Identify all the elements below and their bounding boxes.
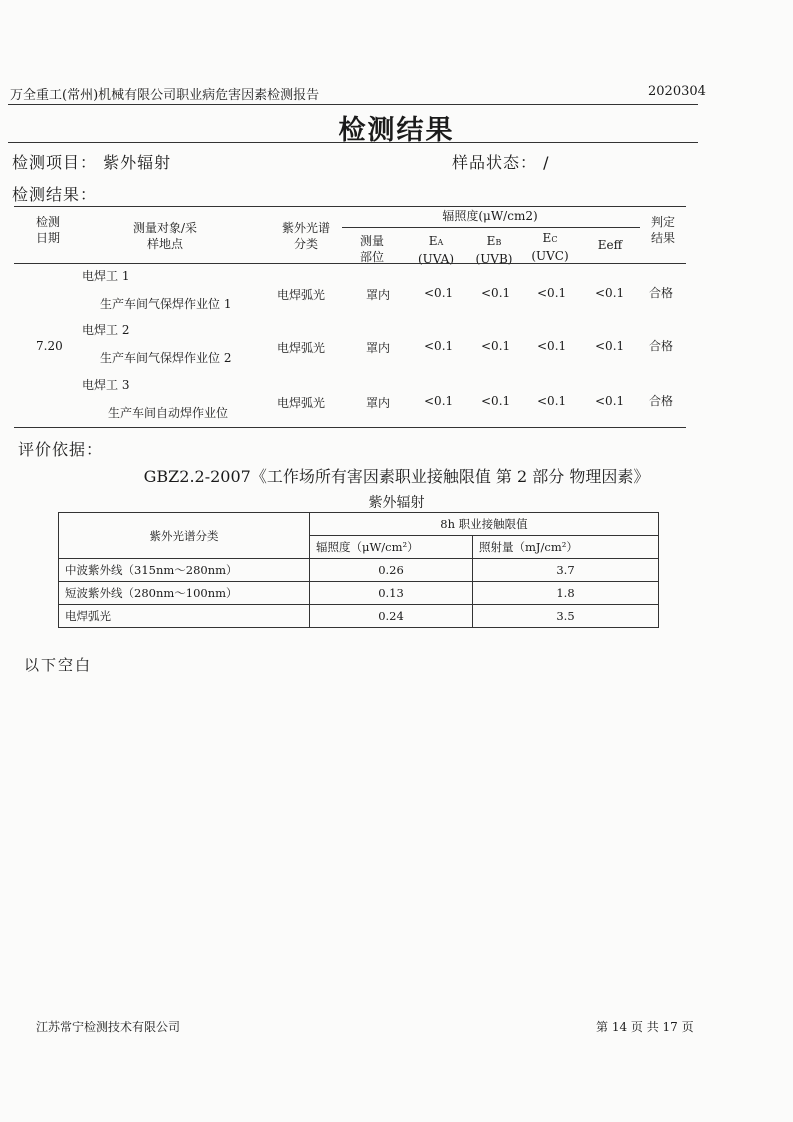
- footer-page-info: 第 14 页 共 17 页: [596, 1020, 694, 1034]
- worker-name: 电焊工 2: [82, 323, 130, 337]
- report-number: 2020304: [648, 84, 706, 99]
- results-label: 检测结果：: [12, 185, 98, 204]
- limits-irradiance: 0.26: [310, 559, 473, 582]
- ec-value: <0.1: [537, 394, 567, 408]
- eeff-value: <0.1: [595, 394, 625, 408]
- limits-exposure: 3.7: [473, 559, 659, 582]
- limits-col-exposure: 照射量（mJ/cm²）: [473, 536, 659, 559]
- spectrum-type: 电焊弧光: [277, 288, 326, 302]
- page-title: 检测结果: [338, 115, 455, 146]
- judgement: 合格: [649, 339, 674, 353]
- footer-company: 江苏常宁检测技术有限公司: [36, 1020, 181, 1034]
- results-top-rule: [14, 206, 686, 207]
- state-value: /: [543, 153, 550, 172]
- project-line: [12, 150, 171, 173]
- limits-col-spectrum: 紫外光谱分类: [59, 513, 310, 559]
- work-location: 生产车间气保焊作业位 2: [100, 351, 232, 365]
- sample-state-line: [452, 150, 550, 173]
- eb-value: <0.1: [481, 286, 511, 300]
- col-eb: EB (UVB): [475, 234, 513, 266]
- header-rule: [8, 104, 698, 105]
- test-date: 7.20: [36, 339, 63, 353]
- worker-name: 电焊工 3: [82, 378, 130, 392]
- col-judge: 判定 结果: [650, 215, 675, 245]
- table-row: [59, 582, 659, 605]
- eb-value: <0.1: [481, 339, 511, 353]
- measure-position: 罩内: [366, 288, 391, 302]
- eb-value: <0.1: [481, 394, 511, 408]
- spectrum-type: 电焊弧光: [277, 341, 326, 355]
- work-location: 生产车间气保焊作业位 1: [100, 297, 232, 311]
- title-rule: [8, 142, 698, 143]
- limits-spectrum-name: 中波紫外线（315nm～280nm）: [59, 559, 310, 582]
- work-location: 生产车间自动焊作业位: [108, 406, 229, 420]
- limits-col-irradiance: 辐照度（μW/cm²）: [310, 536, 473, 559]
- table-row: [59, 605, 659, 628]
- limits-spectrum-name: 短波紫外线（280nm～100nm）: [59, 582, 310, 605]
- limits-table: [58, 512, 659, 628]
- col-ec: EC (UVC): [531, 231, 569, 263]
- col-eeff: Eeff: [597, 238, 623, 252]
- worker-name: 电焊工 1: [82, 269, 130, 283]
- project-value: 紫外辐射: [103, 153, 172, 172]
- ea-value: <0.1: [424, 339, 454, 353]
- judgement: 合格: [649, 286, 674, 300]
- measure-position: 罩内: [366, 396, 391, 410]
- ea-value: <0.1: [424, 286, 454, 300]
- results-bottom-rule: [14, 427, 686, 428]
- col-spectrum: 紫外光谱 分类: [281, 221, 330, 251]
- col-irradiance-group: 辐照度(μW/cm2): [442, 209, 538, 223]
- limits-irradiance: 0.24: [310, 605, 473, 628]
- col-ea: EA (UVA): [418, 234, 454, 266]
- ec-value: <0.1: [537, 286, 567, 300]
- spectrum-type: 电焊弧光: [277, 396, 326, 410]
- project-label: 检测项目：: [12, 153, 98, 172]
- standard-subtitle: 紫外辐射: [368, 495, 425, 511]
- irradiance-sub-rule: [342, 227, 640, 228]
- report-header-title: 万全重工(常州)机械有限公司职业病危害因素检测报告: [10, 88, 320, 103]
- limits-col-group: 8h 职业接触限值: [310, 513, 659, 536]
- standard-reference: GBZ2.2-2007《工作场所有害因素职业接触限值 第 2 部分 物理因素》: [143, 467, 650, 486]
- judgement: 合格: [649, 394, 674, 408]
- col-target: 测量对象/采 样地点: [132, 221, 198, 251]
- ec-value: <0.1: [537, 339, 567, 353]
- limits-irradiance: 0.13: [310, 582, 473, 605]
- table-row: [59, 559, 659, 582]
- col-position: 测量 部位: [359, 234, 384, 264]
- state-label: 样品状态：: [452, 153, 538, 172]
- limits-exposure: 1.8: [473, 582, 659, 605]
- limits-exposure: 3.5: [473, 605, 659, 628]
- header-bottom-rule: [14, 263, 686, 264]
- ea-value: <0.1: [424, 394, 454, 408]
- basis-label: 评价依据：: [18, 440, 104, 459]
- col-date: 检测 日期: [35, 215, 60, 245]
- eeff-value: <0.1: [595, 339, 625, 353]
- eeff-value: <0.1: [595, 286, 625, 300]
- limits-spectrum-name: 电焊弧光: [59, 605, 310, 628]
- measure-position: 罩内: [366, 341, 391, 355]
- blank-note: 以下空白: [24, 656, 93, 674]
